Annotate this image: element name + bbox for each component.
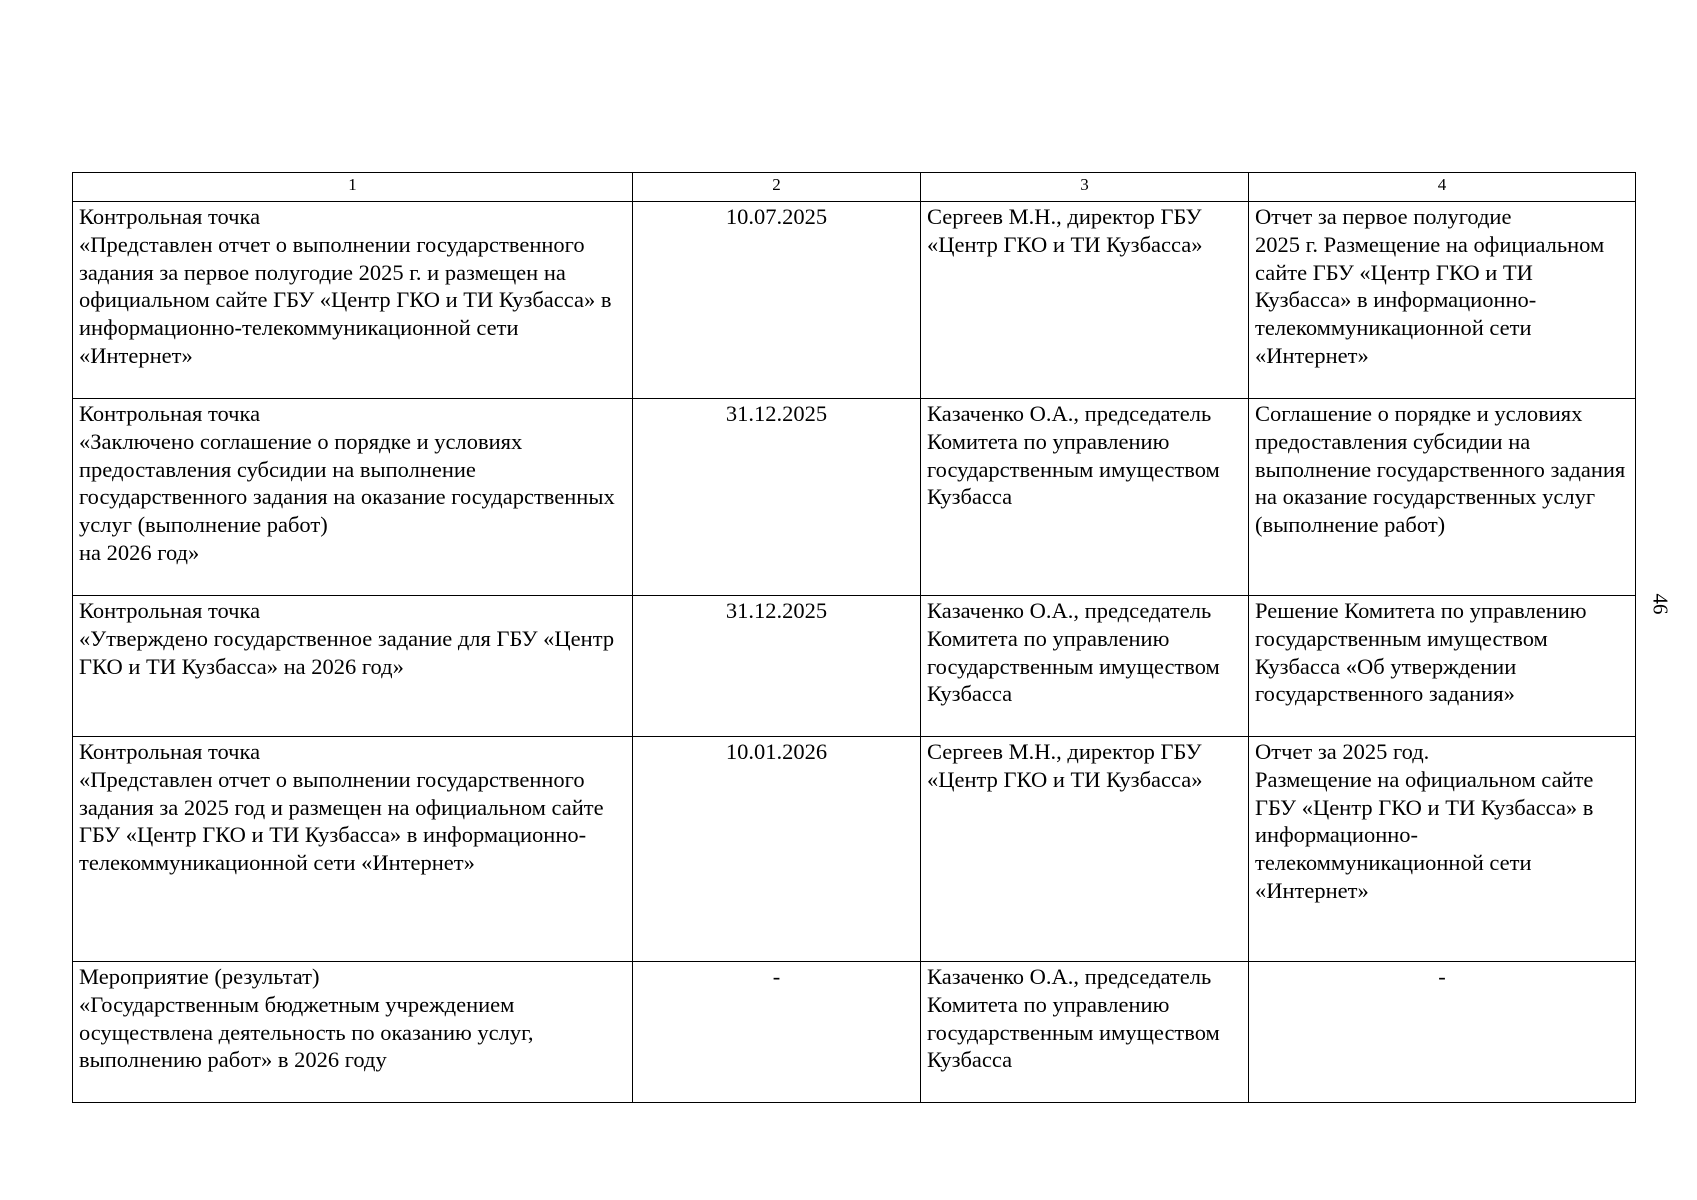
task-text: Контрольная точка «Заключено соглашение о порядке и условиях предоставления субсидии на выполнение государственного задания на оказание государственных услуг (выполнение работ) на 2026 год» bbox=[79, 401, 615, 565]
task-cell bbox=[73, 596, 633, 737]
responsible-cell bbox=[921, 202, 1249, 399]
column-number-2: 2 bbox=[633, 173, 921, 202]
responsible-text: Казаченко О.А., председатель Комитета по управлению государственным имуществом Кузбасса bbox=[927, 598, 1220, 707]
result-text: - bbox=[1438, 964, 1446, 989]
result-text: Соглашение о порядке и условиях предоставления субсидии на выполнение государственного задания на оказание государственных услуг (выполнение работ) bbox=[1255, 401, 1626, 538]
date-text: - bbox=[772, 964, 781, 989]
column-number-1: 1 bbox=[73, 173, 633, 202]
page-number: 46 bbox=[1648, 593, 1673, 615]
table-row bbox=[73, 962, 1636, 1103]
date-cell bbox=[633, 962, 921, 1103]
task-cell bbox=[73, 737, 633, 962]
control-points-table bbox=[72, 172, 1636, 1103]
task-cell bbox=[73, 399, 633, 596]
date-text: 31.12.2025 bbox=[725, 598, 828, 623]
responsible-text: Казаченко О.А., председатель Комитета по управлению государственным имуществом Кузбасса bbox=[927, 401, 1220, 510]
result-cell bbox=[1249, 962, 1636, 1103]
result-text: Отчет за 2025 год. Размещение на официальном сайте ГБУ «Центр ГКО и ТИ Кузбасса» в информационно- телекоммуникационной сети «Интернет» bbox=[1255, 739, 1594, 903]
date-cell bbox=[633, 737, 921, 962]
date-cell bbox=[633, 399, 921, 596]
date-cell bbox=[633, 596, 921, 737]
result-text: Решение Комитета по управлению государственным имуществом Кузбасса «Об утверждении государственного задания» bbox=[1255, 598, 1587, 707]
responsible-cell bbox=[921, 399, 1249, 596]
result-cell bbox=[1249, 399, 1636, 596]
table-row bbox=[73, 399, 1636, 596]
date-text: 10.01.2026 bbox=[725, 739, 828, 764]
responsible-text: Казаченко О.А., председатель Комитета по управлению государственным имуществом Кузбасса bbox=[927, 964, 1220, 1073]
responsible-text: Сергеев М.Н., директор ГБУ «Центр ГКО и ТИ Кузбасса» bbox=[927, 739, 1203, 792]
task-text: Контрольная точка «Представлен отчет о выполнении государственного задания за первое полугодие 2025 г. и размещен на официальном сайте ГБУ «Центр ГКО и ТИ Кузбасса» в информационно-телекоммуникационной сети «Интернет» bbox=[79, 204, 612, 368]
task-cell bbox=[73, 202, 633, 399]
task-cell bbox=[73, 962, 633, 1103]
date-cell bbox=[633, 202, 921, 399]
result-cell bbox=[1249, 202, 1636, 399]
table-row bbox=[73, 202, 1636, 399]
column-number-3: 3 bbox=[921, 173, 1249, 202]
table-row bbox=[73, 737, 1636, 962]
task-text: Контрольная точка «Представлен отчет о выполнении государственного задания за 2025 год и размещен на официальном сайте ГБУ «Центр ГКО и ТИ Кузбасса» в информационно-телекоммуникационной сети «Интернет» bbox=[79, 739, 604, 876]
result-cell bbox=[1249, 596, 1636, 737]
responsible-cell bbox=[921, 596, 1249, 737]
task-text: Мероприятие (результат) «Государственным бюджетным учреждением осуществлена деятельность по оказанию услуг, выполнению работ» в 2026 году bbox=[79, 964, 534, 1073]
responsible-cell bbox=[921, 962, 1249, 1103]
date-text: 10.07.2025 bbox=[725, 204, 828, 229]
table-row bbox=[73, 596, 1636, 737]
responsible-cell bbox=[921, 737, 1249, 962]
column-number-4: 4 bbox=[1249, 173, 1636, 202]
result-cell bbox=[1249, 737, 1636, 962]
task-text: Контрольная точка «Утверждено государственное задание для ГБУ «Центр ГКО и ТИ Кузбасса» на 2026 год» bbox=[79, 598, 615, 679]
responsible-text: Сергеев М.Н., директор ГБУ «Центр ГКО и ТИ Кузбасса» bbox=[927, 204, 1203, 257]
column-numbers-row bbox=[73, 173, 1636, 202]
result-text: Отчет за первое полугодие 2025 г. Размещение на официальном сайте ГБУ «Центр ГКО и ТИ Кузбасса» в информационно- телекоммуникационной сети «Интернет» bbox=[1255, 204, 1605, 368]
date-text: 31.12.2025 bbox=[725, 401, 828, 426]
